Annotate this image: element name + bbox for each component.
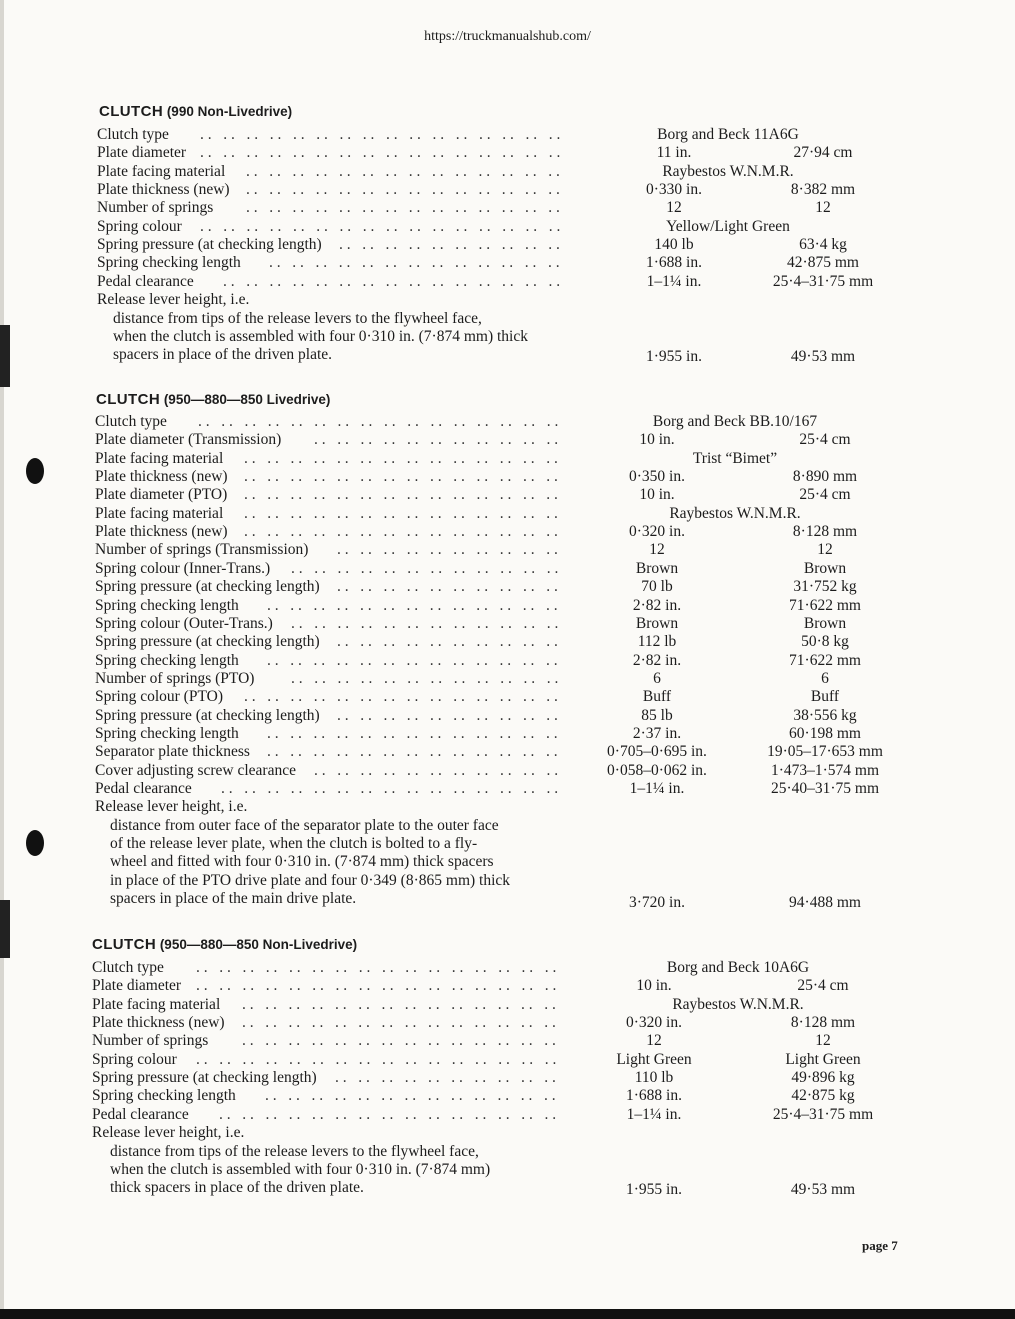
spec-row [95, 707, 955, 725]
leader-dots: . . . . . . . . . . . . . . . . . . . . . . [314, 431, 559, 449]
leader-dots: . . . . . . . . . . . . . . . . . . . . . . . . . . . . [246, 199, 560, 217]
leader-dots: . . . . . . . . . . . . . . . . . . . . . . . . . . . . [246, 162, 560, 180]
imperial-value: 11 in. [656, 144, 692, 162]
leader-dots: . . . . . . . . . . . . . . . . . . . . . . . . . . . . [244, 523, 558, 541]
spec-row [95, 505, 955, 523]
spec-row [95, 670, 955, 688]
spec-label: Spring pressure (at checking length) [95, 578, 320, 596]
leader-dots: . . . . . . . . . . . . . . . . . . . . . . . . . . . . . . . . [200, 144, 561, 162]
spec-label: Spring pressure (at checking length) [92, 1069, 317, 1087]
spec-label: Clutch type [97, 126, 169, 143]
imperial-value: 112 lb [637, 633, 677, 651]
metric-value: Brown [803, 614, 847, 632]
metric-value: 49·53 mm [790, 1181, 856, 1199]
imperial-value: 1·688 in. [626, 1087, 682, 1105]
heading-model: (990 Non-Livedrive) [163, 104, 293, 119]
spec-label: Spring checking length [97, 254, 241, 272]
spec-row [92, 996, 955, 1014]
metric-value: 71·622 mm [789, 596, 861, 614]
section-heading [96, 391, 330, 408]
imperial-value: 1–1¼ in. [629, 780, 685, 797]
metric-value: 6 [821, 669, 829, 687]
imperial-value: 110 lb [634, 1069, 674, 1087]
metric-value: 71·622 mm [789, 651, 861, 669]
imperial-value: 2·82 in. [632, 596, 682, 614]
spec-label: Plate diameter (PTO) [95, 486, 228, 504]
spec-row [95, 578, 955, 596]
leader-dots: . . . . . . . . . . . . . . . . . . . . [337, 541, 558, 559]
spec-value: Yellow/Light Green [666, 217, 790, 235]
spec-value: Borg and Beck 11A6G [657, 126, 799, 143]
leader-dots: . . . . . . . . . . . . . . . . . . . . . . . . . . . . . . [221, 780, 559, 797]
spec-row [95, 468, 955, 486]
spec-label: Clutch type [92, 959, 164, 976]
spec-row [95, 652, 955, 670]
imperial-value: 70 lb [641, 578, 673, 596]
imperial-value: 0·350 in. [629, 468, 685, 486]
spec-label: Spring pressure (at checking length) [95, 633, 320, 651]
spec-row [97, 254, 955, 272]
imperial-value: 0·320 in. [626, 1014, 682, 1032]
spec-row [97, 218, 955, 236]
leader-dots: . . . . . . . . . . . . . . . . . . . . . . . . . . . . . . . . [196, 977, 557, 995]
imperial-value: 0·330 in. [646, 181, 702, 199]
spec-row [95, 486, 955, 504]
source-url: https://truckmanualshub.com/ [424, 29, 591, 44]
leader-dots: . . . . . . . . . . . . . . . . . . . . . . . . . . . . [244, 688, 558, 706]
metric-value: 38·556 kg [793, 706, 857, 724]
spec-label: Release lever height, i.e. [97, 291, 250, 309]
spec-label: Plate thickness (new) [95, 523, 228, 541]
leader-dots: . . . . . . . . . . . . . . . . . . . . . . . . . . . . [244, 449, 558, 467]
description-line: spacers in place of the driven plate. [113, 346, 333, 364]
heading-main: CLUTCH [92, 936, 157, 953]
spec-row [92, 1032, 955, 1050]
metric-value: 31·752 kg [793, 578, 857, 596]
metric-value: 42·875 mm [787, 254, 859, 272]
imperial-value: 140 lb [654, 236, 694, 254]
leader-dots: . . . . . . . . . . . . . . . . . . . . . . . . . . . . . . [219, 1105, 557, 1123]
spec-row [95, 780, 955, 798]
spec-row [92, 977, 955, 995]
leader-dots: . . . . . . . . . . . . . . . . . . . . . . . . . . . . . . . . [198, 413, 559, 430]
leader-dots: . . . . . . . . . . . . . . . . . . . . . . . . . . [267, 743, 558, 761]
metric-value: 25·4–31·75 mm [772, 1105, 874, 1123]
imperial-value: 12 [649, 541, 665, 559]
release-lever-values [0, 1181, 1015, 1199]
leader-dots: . . . . . . . . . . . . . . . . . . . . . . . . . . . . [244, 486, 558, 504]
leader-dots: . . . . . . . . . . . . . . . . . . . . [337, 578, 558, 596]
page-left-edge [0, 0, 4, 1319]
spec-label: Pedal clearance [95, 780, 192, 797]
leader-dots: . . . . . . . . . . . . . . . . . . . . [337, 706, 558, 724]
leader-dots: . . . . . . . . . . . . . . . . . . . . . . . . . . [267, 651, 558, 669]
description-line: when the clutch is assembled with four 0·310 in. (7·874 mm) [110, 1160, 491, 1178]
spec-label: Cover adjusting screw clearance [95, 761, 296, 779]
spec-row [97, 273, 955, 291]
spec-label: Plate diameter [92, 977, 182, 995]
spec-label: Spring checking length [95, 651, 239, 669]
spec-label: Spring pressure (at checking length) [95, 706, 320, 724]
spec-label: Plate thickness (new) [95, 468, 228, 486]
punch-hole [26, 458, 44, 484]
leader-dots: . . . . . . . . . . . . . . . . . . . . . . . . . . . . . . . . [200, 217, 561, 235]
imperial-value: 10 in. [639, 486, 675, 504]
leader-dots: . . . . . . . . . . . . . . . . . . . . [335, 1069, 556, 1087]
spec-row [92, 959, 955, 977]
leader-dots: . . . . . . . . . . . . . . . . . . . . . . . . . . [265, 1087, 556, 1105]
leader-dots: . . . . . . . . . . . . . . . . . . . . . . . . [291, 614, 559, 632]
release-lever-values [0, 894, 1015, 912]
spec-row [92, 1087, 955, 1105]
imperial-value: Brown [635, 559, 679, 577]
imperial-value: 1–1¼ in. [626, 1105, 682, 1123]
spec-row [95, 413, 955, 431]
leader-dots: . . . . . . . . . . . . . . . . . . . . . . . . . . . . . . . . [196, 1050, 557, 1068]
spec-value: Raybestos W.N.M.R. [672, 995, 804, 1013]
imperial-value: 6 [653, 669, 661, 687]
spec-label: Plate facing material [92, 995, 221, 1013]
imperial-value: Buff [642, 688, 672, 706]
imperial-value: 1·688 in. [646, 254, 702, 272]
scan-bottom-edge [0, 1309, 1015, 1319]
metric-value: 12 [817, 541, 833, 559]
metric-value: Brown [803, 559, 847, 577]
leader-dots: . . . . . . . . . . . . . . . . . . . . . . . . . . [267, 725, 558, 742]
leader-dots: . . . . . . . . . . . . . . . . . . . . . . . . . . . . [242, 1032, 556, 1050]
leader-dots: . . . . . . . . . . . . . . . . . . . . . . . . . . . . . . . . [200, 126, 561, 143]
imperial-value: 1·955 in. [646, 348, 702, 366]
spec-label: Plate facing material [97, 162, 226, 180]
metric-value: 25·4 cm [799, 431, 851, 449]
imperial-value: 1–1¼ in. [646, 272, 702, 290]
metric-value: 8·382 mm [790, 181, 856, 199]
metric-value: 94·488 mm [789, 893, 861, 911]
imperial-value: 3·720 in. [629, 893, 685, 911]
spec-label: Spring checking length [92, 1087, 236, 1105]
section-heading [99, 103, 292, 120]
leader-dots: . . . . . . . . . . . . . . . . . . . . . . . . . . . . . . . . [196, 959, 557, 976]
spec-value: Borg and Beck BB.10/167 [652, 413, 818, 430]
spec-row [92, 1069, 955, 1087]
imperial-value: 2·37 in. [632, 725, 682, 742]
spec-label: Spring colour (Outer-Trans.) [95, 614, 273, 632]
imperial-value: 0·320 in. [629, 523, 685, 541]
description-line: distance from outer face of the separator plate to the outer face [110, 816, 499, 834]
description-line: in place of the PTO drive plate and four 0·349 (8·865 mm) thick [110, 871, 511, 889]
spec-row [95, 743, 955, 761]
leader-dots: . . . . . . . . . . . . . . . . . . . . . . . . [291, 559, 559, 577]
metric-value: 25·4 cm [797, 977, 849, 995]
description-line: distance from tips of the release levers to the flywheel face, [113, 309, 482, 327]
spec-label: Number of springs [97, 199, 214, 217]
metric-value: Light Green [785, 1050, 861, 1068]
metric-value: 42·875 kg [791, 1087, 855, 1105]
leader-dots: . . . . . . . . . . . . . . . . . . . . [337, 633, 558, 651]
metric-value: 1·473–1·574 mm [770, 761, 880, 779]
description-line: distance from tips of the release levers to the flywheel face, [110, 1142, 479, 1160]
spec-row [97, 236, 955, 254]
spec-row [97, 144, 955, 162]
metric-value: 25·40–31·75 mm [770, 780, 880, 797]
spec-label: Spring checking length [95, 596, 239, 614]
metric-value: Buff [810, 688, 840, 706]
spec-row [95, 450, 955, 468]
spec-row [95, 688, 955, 706]
imperial-value: Light Green [616, 1050, 692, 1068]
metric-value: 25·4–31·75 mm [772, 272, 874, 290]
spec-value: Trist “Bimet” [692, 449, 778, 467]
spec-row [95, 762, 955, 780]
heading-model: (950—880—850 Non-Livedrive) [156, 937, 358, 952]
metric-value: 60·198 mm [789, 725, 861, 742]
spec-label: Pedal clearance [97, 272, 194, 290]
spec-row [97, 163, 955, 181]
spec-label: Plate facing material [95, 449, 224, 467]
heading-main: CLUTCH [99, 103, 164, 120]
page-number: page 7 [862, 1238, 898, 1253]
leader-dots: . . . . . . . . . . . . . . . . . . . . . . . . . . . . [242, 1014, 556, 1032]
spec-row [97, 126, 955, 144]
section-heading [92, 936, 357, 953]
spec-row [97, 199, 955, 217]
punch-hole [26, 830, 44, 856]
leader-dots: . . . . . . . . . . . . . . . . . . . . . . . . . . . . . . [223, 272, 561, 290]
leader-dots: . . . . . . . . . . . . . . . . . . . . . . [314, 761, 559, 779]
spec-label: Plate thickness (new) [92, 1014, 225, 1032]
imperial-value: 10 in. [636, 977, 672, 995]
spec-label: Spring colour [92, 1050, 177, 1068]
leader-dots: . . . . . . . . . . . . . . . . . . . . . . . . . . . . [246, 181, 560, 199]
spec-label: Spring checking length [95, 725, 239, 742]
description-line: wheel and fitted with four 0·310 in. (7·874 mm) thick spacers [110, 853, 494, 871]
heading-main: CLUTCH [96, 391, 161, 408]
spec-row [92, 1014, 955, 1032]
spec-row [95, 523, 955, 541]
release-lever-values [0, 348, 1015, 366]
leader-dots: . . . . . . . . . . . . . . . . . . . . . . . . [291, 669, 559, 687]
imperial-value: Brown [635, 614, 679, 632]
spec-label: Number of springs (Transmission) [95, 541, 309, 559]
leader-dots: . . . . . . . . . . . . . . . . . . . . . . . . . . [267, 596, 558, 614]
metric-value: 50·8 kg [801, 633, 849, 651]
spec-row [92, 1051, 955, 1069]
spec-row [95, 431, 955, 449]
metric-value: 8·890 mm [792, 468, 858, 486]
spec-label: Spring pressure (at checking length) [97, 236, 322, 254]
leader-dots: . . . . . . . . . . . . . . . . . . . . [339, 236, 560, 254]
imperial-value: 12 [666, 199, 682, 217]
spec-label: Number of springs (PTO) [95, 669, 255, 687]
spec-row [95, 560, 955, 578]
imperial-value: 12 [646, 1032, 662, 1050]
heading-model: (950—880—850 Livedrive) [160, 392, 331, 407]
spec-label: Plate thickness (new) [97, 181, 230, 199]
spec-label: Plate diameter [97, 144, 187, 162]
spec-row [95, 633, 955, 651]
spec-value: Raybestos W.N.M.R. [662, 162, 794, 180]
metric-value: 63·4 kg [799, 236, 847, 254]
spec-label: Spring colour (PTO) [95, 688, 224, 706]
metric-value: 8·128 mm [792, 523, 858, 541]
imperial-value: 1·955 in. [626, 1181, 682, 1199]
metric-value: 49·896 kg [791, 1069, 855, 1087]
description-line: of the release lever plate, when the clutch is bolted to a fly- [110, 834, 478, 852]
description-line: spacers in place of the main drive plate. [110, 889, 357, 907]
metric-value: 49·53 mm [790, 348, 856, 366]
spec-label: Pedal clearance [92, 1105, 189, 1123]
leader-dots: . . . . . . . . . . . . . . . . . . . . . . . . . . [269, 254, 560, 272]
spec-label: Release lever height, i.e. [92, 1124, 245, 1142]
leader-dots: . . . . . . . . . . . . . . . . . . . . . . . . . . . . [244, 468, 558, 486]
spec-label: Clutch type [95, 413, 167, 430]
spec-row [95, 597, 955, 615]
spec-label: Plate diameter (Transmission) [95, 431, 282, 449]
imperial-value: 0·705–0·695 in. [607, 743, 707, 761]
imperial-value: 2·82 in. [632, 651, 682, 669]
spec-row [95, 725, 955, 743]
spec-row [97, 181, 955, 199]
spec-value: Borg and Beck 10A6G [666, 959, 810, 976]
metric-value: 12 [815, 199, 831, 217]
metric-value: 19·05–17·653 mm [767, 743, 883, 761]
spec-label: Separator plate thickness [95, 743, 250, 761]
metric-value: 25·4 cm [799, 486, 851, 504]
spec-label: Plate facing material [95, 504, 224, 522]
metric-value: 12 [815, 1032, 831, 1050]
spec-row [95, 615, 955, 633]
metric-value: 27·94 cm [793, 144, 853, 162]
spec-row [95, 541, 955, 559]
leader-dots: . . . . . . . . . . . . . . . . . . . . . . . . . . . . [244, 504, 558, 522]
imperial-value: 0·058–0·062 in. [607, 761, 707, 779]
description-line: thick spacers in place of the driven plate. [110, 1179, 364, 1197]
spec-label: Spring colour (Inner-Trans.) [95, 559, 271, 577]
description-line: when the clutch is assembled with four 0·310 in. (7·874 mm) thick [113, 327, 528, 345]
metric-value: 8·128 mm [790, 1014, 856, 1032]
spec-label: Release lever height, i.e. [95, 798, 248, 816]
spec-label: Number of springs [92, 1032, 209, 1050]
leader-dots: . . . . . . . . . . . . . . . . . . . . . . . . . . . . [242, 995, 556, 1013]
spec-label: Spring colour [97, 217, 182, 235]
imperial-value: 85 lb [641, 706, 673, 724]
imperial-value: 10 in. [639, 431, 675, 449]
spec-value: Raybestos W.N.M.R. [669, 504, 801, 522]
spec-row [92, 1106, 955, 1124]
